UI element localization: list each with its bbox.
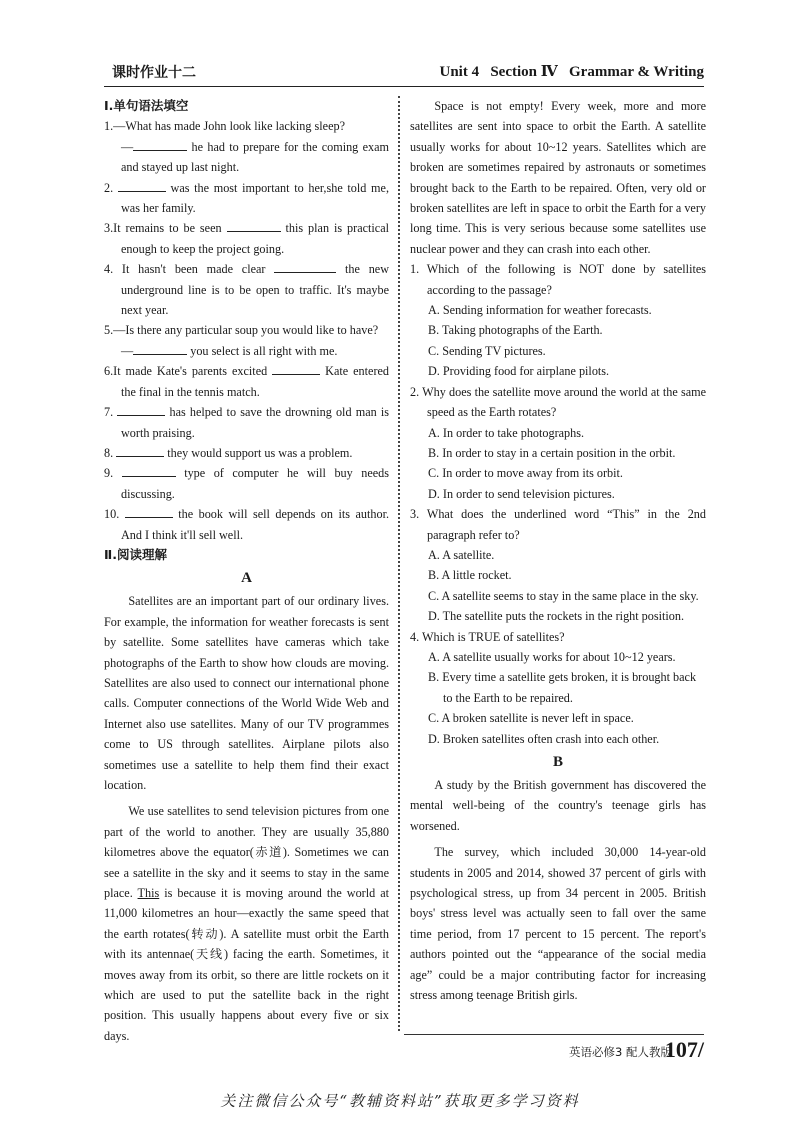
footer-book-label: 英语必修3 配人教版 <box>569 1045 672 1059</box>
question-text: was the most important to her,she told me, was her family. <box>121 180 389 216</box>
question-5 <box>104 320 389 340</box>
header-rule <box>104 86 704 87</box>
question-text: type of computer he will buy needs discussing. <box>121 466 390 501</box>
blank[interactable] <box>133 342 187 355</box>
footer-rule <box>404 1034 704 1035</box>
option-a[interactable]: A. Sending information for weather forecasts. <box>428 303 652 318</box>
paragraph-text: is because it is moving around the world at 11,000 kilometres an hour—exactly the same speed that the earth rotates(转动). A satellite must orbit the Earth with its antennae(天线) facing the earth. Sometimes, it moves away from its orbit, so there are little rockets on it which are used to put the satellite back in the right position. This usually happens about every five or six days. <box>104 886 389 1043</box>
question-text: Kate entered the final in the tennis match. <box>121 364 390 399</box>
question-1-answer-line: — he had to prepare for the coming exam and stayed up last night. <box>121 139 390 175</box>
blank[interactable] <box>116 444 164 457</box>
blank[interactable] <box>117 403 165 416</box>
left-column <box>104 96 389 1046</box>
option-b[interactable]: B. In order to stay in a certain position in the orbit. <box>428 445 676 460</box>
question-text: this plan is practical enough to keep the project going. <box>121 221 390 256</box>
passage-b-label: B <box>552 754 563 770</box>
section-1-title: Ⅰ.单句语法填空 <box>104 98 189 113</box>
question-6 <box>104 361 389 402</box>
blank[interactable] <box>274 260 336 273</box>
question-number: 2. <box>104 180 114 195</box>
question-5-answer-line: — you select is all right with me. <box>121 343 338 358</box>
reading-question-3: 3. What does the underlined word “This” in the 2nd paragraph refer to? <box>410 507 706 542</box>
reading-question-4: 4. Which is TRUE of satellites? <box>410 629 565 644</box>
option-a[interactable]: A. A satellite usually works for about 10~12 years. <box>428 649 676 664</box>
option-d[interactable]: D. Providing food for airplane pilots. <box>428 364 610 379</box>
option-c[interactable]: C. Sending TV pictures. <box>428 343 546 358</box>
column-divider <box>398 96 400 1031</box>
question-number: 8. <box>104 445 114 460</box>
option-d[interactable]: D. Broken satellites often crash into each other. <box>428 731 660 746</box>
reading-question-2: 2. Why does the satellite move around the world at the same speed as the Earth rotates? <box>410 384 706 420</box>
option-c[interactable]: C. A broken satellite is never left in space. <box>428 711 634 726</box>
passage-a-paragraph-3: Space is not empty! Every week, more and more satellites are sent into space to orbit the Earth. A satellite usually works for about 10~12 years. Satellites which are broken are sometimes repaired by astronauts or sometimes brought back to the Earth to be repaired. Often, very old or broken satellites are left in space to orbit the Earth for a very long time. This is very serious because some satellites use nuclear power and they can crash into each other. <box>410 99 706 256</box>
option-c[interactable]: C. In order to move away from its orbit. <box>428 466 623 481</box>
question-1-prompt: 1.—What has made John look like lacking sleep? <box>104 119 345 134</box>
underlined-word-this: This <box>137 886 160 901</box>
question-1-response: he had to prepare for the coming exam and stayed up last night. <box>121 139 390 175</box>
unit-section-title: Unit 4 Section Ⅳ Grammar & Writing <box>439 64 704 80</box>
option-b[interactable]: B. Taking photographs of the Earth. <box>428 323 603 338</box>
watermark-note: 关注微信公众号“教辅资料站”获取更多学习资料 <box>220 1092 580 1110</box>
question-3 <box>104 218 389 259</box>
question-text: the book will sell depends on its author. And I think it'll sell well. <box>121 507 390 542</box>
option-d[interactable]: D. The satellite puts the rockets in the right position. <box>428 609 685 624</box>
option-b[interactable]: B. Every time a satellite gets broken, it is brought back to the Earth to be repaired. <box>428 670 697 705</box>
question-text: 3.It remains to be seen <box>104 221 222 236</box>
question-number: 7. <box>104 405 114 420</box>
question-number: 10. <box>104 507 120 522</box>
option-a[interactable]: A. In order to take photographs. <box>428 425 585 440</box>
option-c[interactable]: C. A satellite seems to stay in the same place in the sky. <box>428 588 699 603</box>
blank[interactable] <box>118 179 166 192</box>
passage-a-paragraph-1: Satellites are an important part of our ordinary lives. For example, the information for weather forecasts is sent by satellite. Some satellites have cameras which take photographs of the Earth to show how clouds are moving. Satellites are also used to connect our international phone calls. Computer connections of the World Wide Web and Internet also use satellites. Many of our TV programmes come to US through satellites. Airplane pilots also sometimes use a satellite to help them find their exact location. <box>104 594 389 792</box>
section-2-title: Ⅱ.阅读理解 <box>104 546 167 562</box>
question-7 <box>104 402 389 443</box>
question-9 <box>104 463 389 504</box>
reading-question-1: 1. Which of the following is NOT done by satellites according to the passage? <box>410 262 706 297</box>
blank[interactable] <box>133 138 187 151</box>
question-text: has helped to save the drowning old man is worth praising. <box>121 405 389 440</box>
question-2 <box>104 178 389 219</box>
option-a[interactable]: A. A satellite. <box>428 547 495 562</box>
passage-b-paragraph-2: The survey, which included 30,000 14-year-old students in 2005 and 2014, showed 37 percent of girls with psychological stress, up from 34 percent in 2005. British boys' stress level was actually seen to fall over the same time period, from 17 percent to 15 percent. The report's authors pointed out the “appearance of the social media age” could be a major contributing factor for increasing stress among teenage British girls. <box>410 845 706 1003</box>
blank[interactable] <box>227 219 281 232</box>
blank[interactable] <box>272 362 320 375</box>
paragraph-text: We use satellites to send television pictures from one part of the world to another. They are usually 35,880 kilometres above the equator(赤道). Sometimes we can see a satellite in the sky and it seems to stay in the same place. <box>104 804 389 901</box>
question-text: you select is all right with me. <box>190 343 338 358</box>
passage-a-label: A <box>241 570 252 587</box>
question-4 <box>104 259 389 320</box>
option-d[interactable]: D. In order to send television pictures. <box>428 486 615 501</box>
question-1 <box>104 116 389 136</box>
question-number: 9. <box>104 466 114 481</box>
question-8 <box>104 443 389 463</box>
blank[interactable] <box>125 505 173 518</box>
option-b[interactable]: B. A little rocket. <box>428 568 512 583</box>
blank[interactable] <box>122 464 176 477</box>
question-text: 4. It hasn't been made clear <box>104 262 266 277</box>
assignment-title: 课时作业十二 <box>112 65 196 81</box>
question-text: 6.It made Kate's parents excited <box>104 364 268 379</box>
question-text: the new underground line is to be open to traffic. It's maybe next year. <box>121 262 390 318</box>
question-10 <box>104 504 389 545</box>
passage-b-paragraph-1: A study by the British government has discovered the mental well-being of the country's teenage girls has worsened. <box>410 778 706 833</box>
page-number: 107/ <box>664 1037 704 1062</box>
passage-a-paragraph-2 <box>104 801 389 1046</box>
question-text: they would support us was a problem. <box>167 445 353 460</box>
right-column <box>410 96 706 1005</box>
question-text: 5.—Is there any particular soup you would like to have? <box>104 323 379 338</box>
